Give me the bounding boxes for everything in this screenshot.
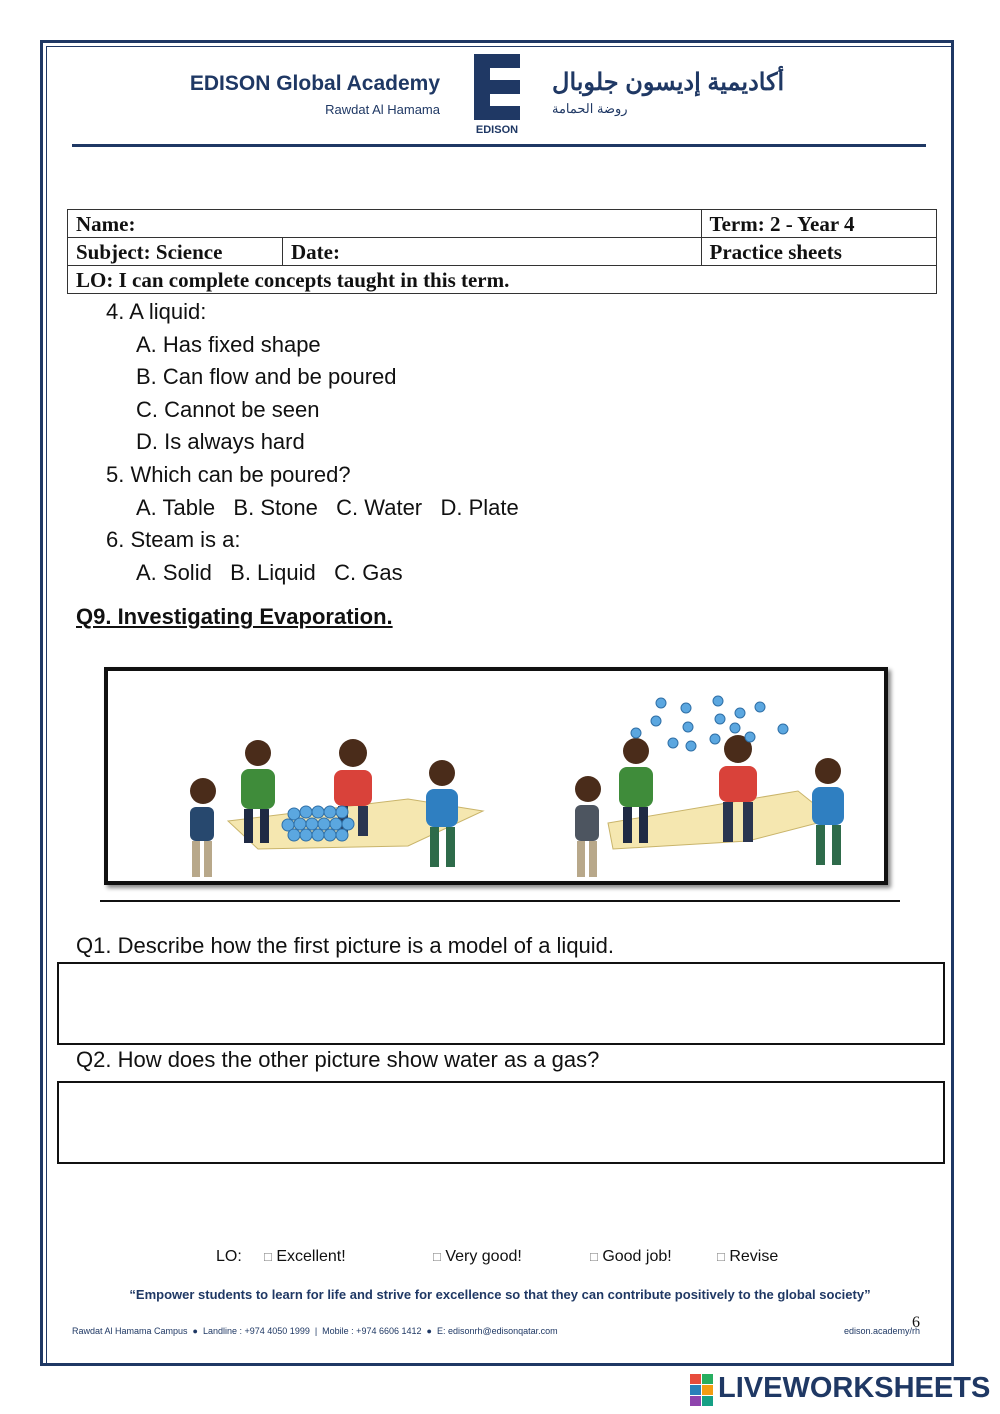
school-name-english bbox=[150, 72, 440, 117]
sheet-type-cell: Practice sheets bbox=[701, 238, 936, 266]
rating-revise[interactable] bbox=[717, 1248, 778, 1266]
checkbox-icon[interactable]: □ bbox=[264, 1249, 272, 1264]
question-q2: Q2. How does the other picture show water as a gas? bbox=[76, 1047, 600, 1072]
checkbox-icon[interactable]: □ bbox=[433, 1249, 441, 1264]
gas-model-scene bbox=[575, 696, 844, 877]
rating-good-job[interactable] bbox=[590, 1248, 672, 1266]
option-4a[interactable]: A. Has fixed shape bbox=[136, 331, 321, 357]
evaporation-illustration bbox=[104, 667, 888, 885]
liveworksheets-watermark: LIVEWORKSHEETS bbox=[718, 1372, 991, 1404]
answer-box-q1[interactable] bbox=[57, 962, 945, 1045]
school-name-arabic bbox=[552, 68, 832, 117]
option-4c[interactable]: C. Cannot be seen bbox=[136, 396, 320, 422]
rating-very-good[interactable] bbox=[433, 1248, 522, 1266]
contact-info: Rawdat Al Hamama Campus ● Landline : +974 4050 1999 | Mobile : +974 6606 1412 ● E: edisonrh@edisonqatar.com bbox=[72, 1326, 558, 1336]
option-4b[interactable]: B. Can flow and be poured bbox=[136, 364, 397, 390]
page-number: 6 bbox=[912, 1314, 920, 1331]
lo-rating-label: LO: bbox=[216, 1248, 242, 1265]
question-q1: Q1. Describe how the first picture is a model of a liquid. bbox=[76, 933, 615, 958]
evaporation-scene bbox=[108, 671, 884, 881]
subject-cell: Subject: Science bbox=[68, 238, 283, 266]
options-6[interactable]: A. Solid B. Liquid C. Gas bbox=[136, 559, 403, 585]
separator-line bbox=[100, 900, 900, 902]
rating-revise-label: Revise bbox=[729, 1248, 779, 1265]
checkbox-icon[interactable]: □ bbox=[590, 1249, 598, 1264]
checkbox-icon[interactable]: □ bbox=[717, 1249, 725, 1264]
rating-very-good-label: Very good! bbox=[445, 1248, 522, 1265]
campus-name-arabic: روضة الحمامة bbox=[552, 101, 628, 116]
school-title: EDISON Global Academy bbox=[189, 72, 440, 95]
child-figure bbox=[426, 760, 458, 867]
rating-excellent-label: Excellent! bbox=[276, 1248, 346, 1265]
question-list bbox=[106, 296, 519, 589]
date-cell[interactable]: Date: bbox=[283, 238, 702, 266]
question-5: 5. Which can be poured? bbox=[106, 461, 351, 487]
rating-good-job-label: Good job! bbox=[602, 1248, 672, 1265]
campus-name: Rawdat Al Hamama bbox=[325, 102, 440, 117]
school-title-arabic: أكاديمية إديسون جلوبال bbox=[552, 69, 785, 96]
term-cell: Term: 2 - Year 4 bbox=[701, 210, 936, 238]
school-motto: “Empower students to learn for life and strive for excellence so that they can contribute positively to the global society” bbox=[129, 1287, 871, 1302]
child-figure bbox=[190, 778, 216, 877]
answer-box-q2[interactable] bbox=[57, 1081, 945, 1164]
rating-excellent[interactable] bbox=[264, 1248, 346, 1266]
option-4d[interactable]: D. Is always hard bbox=[136, 429, 305, 455]
student-info-table bbox=[67, 209, 937, 294]
child-figure bbox=[812, 758, 844, 865]
liveworksheets-logo-icon bbox=[690, 1374, 714, 1408]
name-cell[interactable]: Name: bbox=[68, 210, 702, 238]
question-6: 6. Steam is a: bbox=[106, 527, 241, 553]
child-figure bbox=[575, 776, 601, 877]
header-divider bbox=[72, 144, 926, 147]
q9-heading: Q9. Investigating Evaporation. bbox=[76, 604, 393, 629]
liquid-model-scene bbox=[190, 739, 483, 877]
gas-particles bbox=[631, 696, 788, 751]
question-4: 4. A liquid: bbox=[106, 299, 207, 324]
liquid-particles bbox=[282, 806, 354, 841]
website-link[interactable]: edison.academy/rh bbox=[844, 1326, 921, 1336]
logo-wordmark: EDISON bbox=[475, 124, 519, 136]
learning-objective-cell: LO: I can complete concepts taught in this term. bbox=[68, 266, 937, 294]
options-5[interactable]: A. Table B. Stone C. Water D. Plate bbox=[136, 494, 519, 520]
